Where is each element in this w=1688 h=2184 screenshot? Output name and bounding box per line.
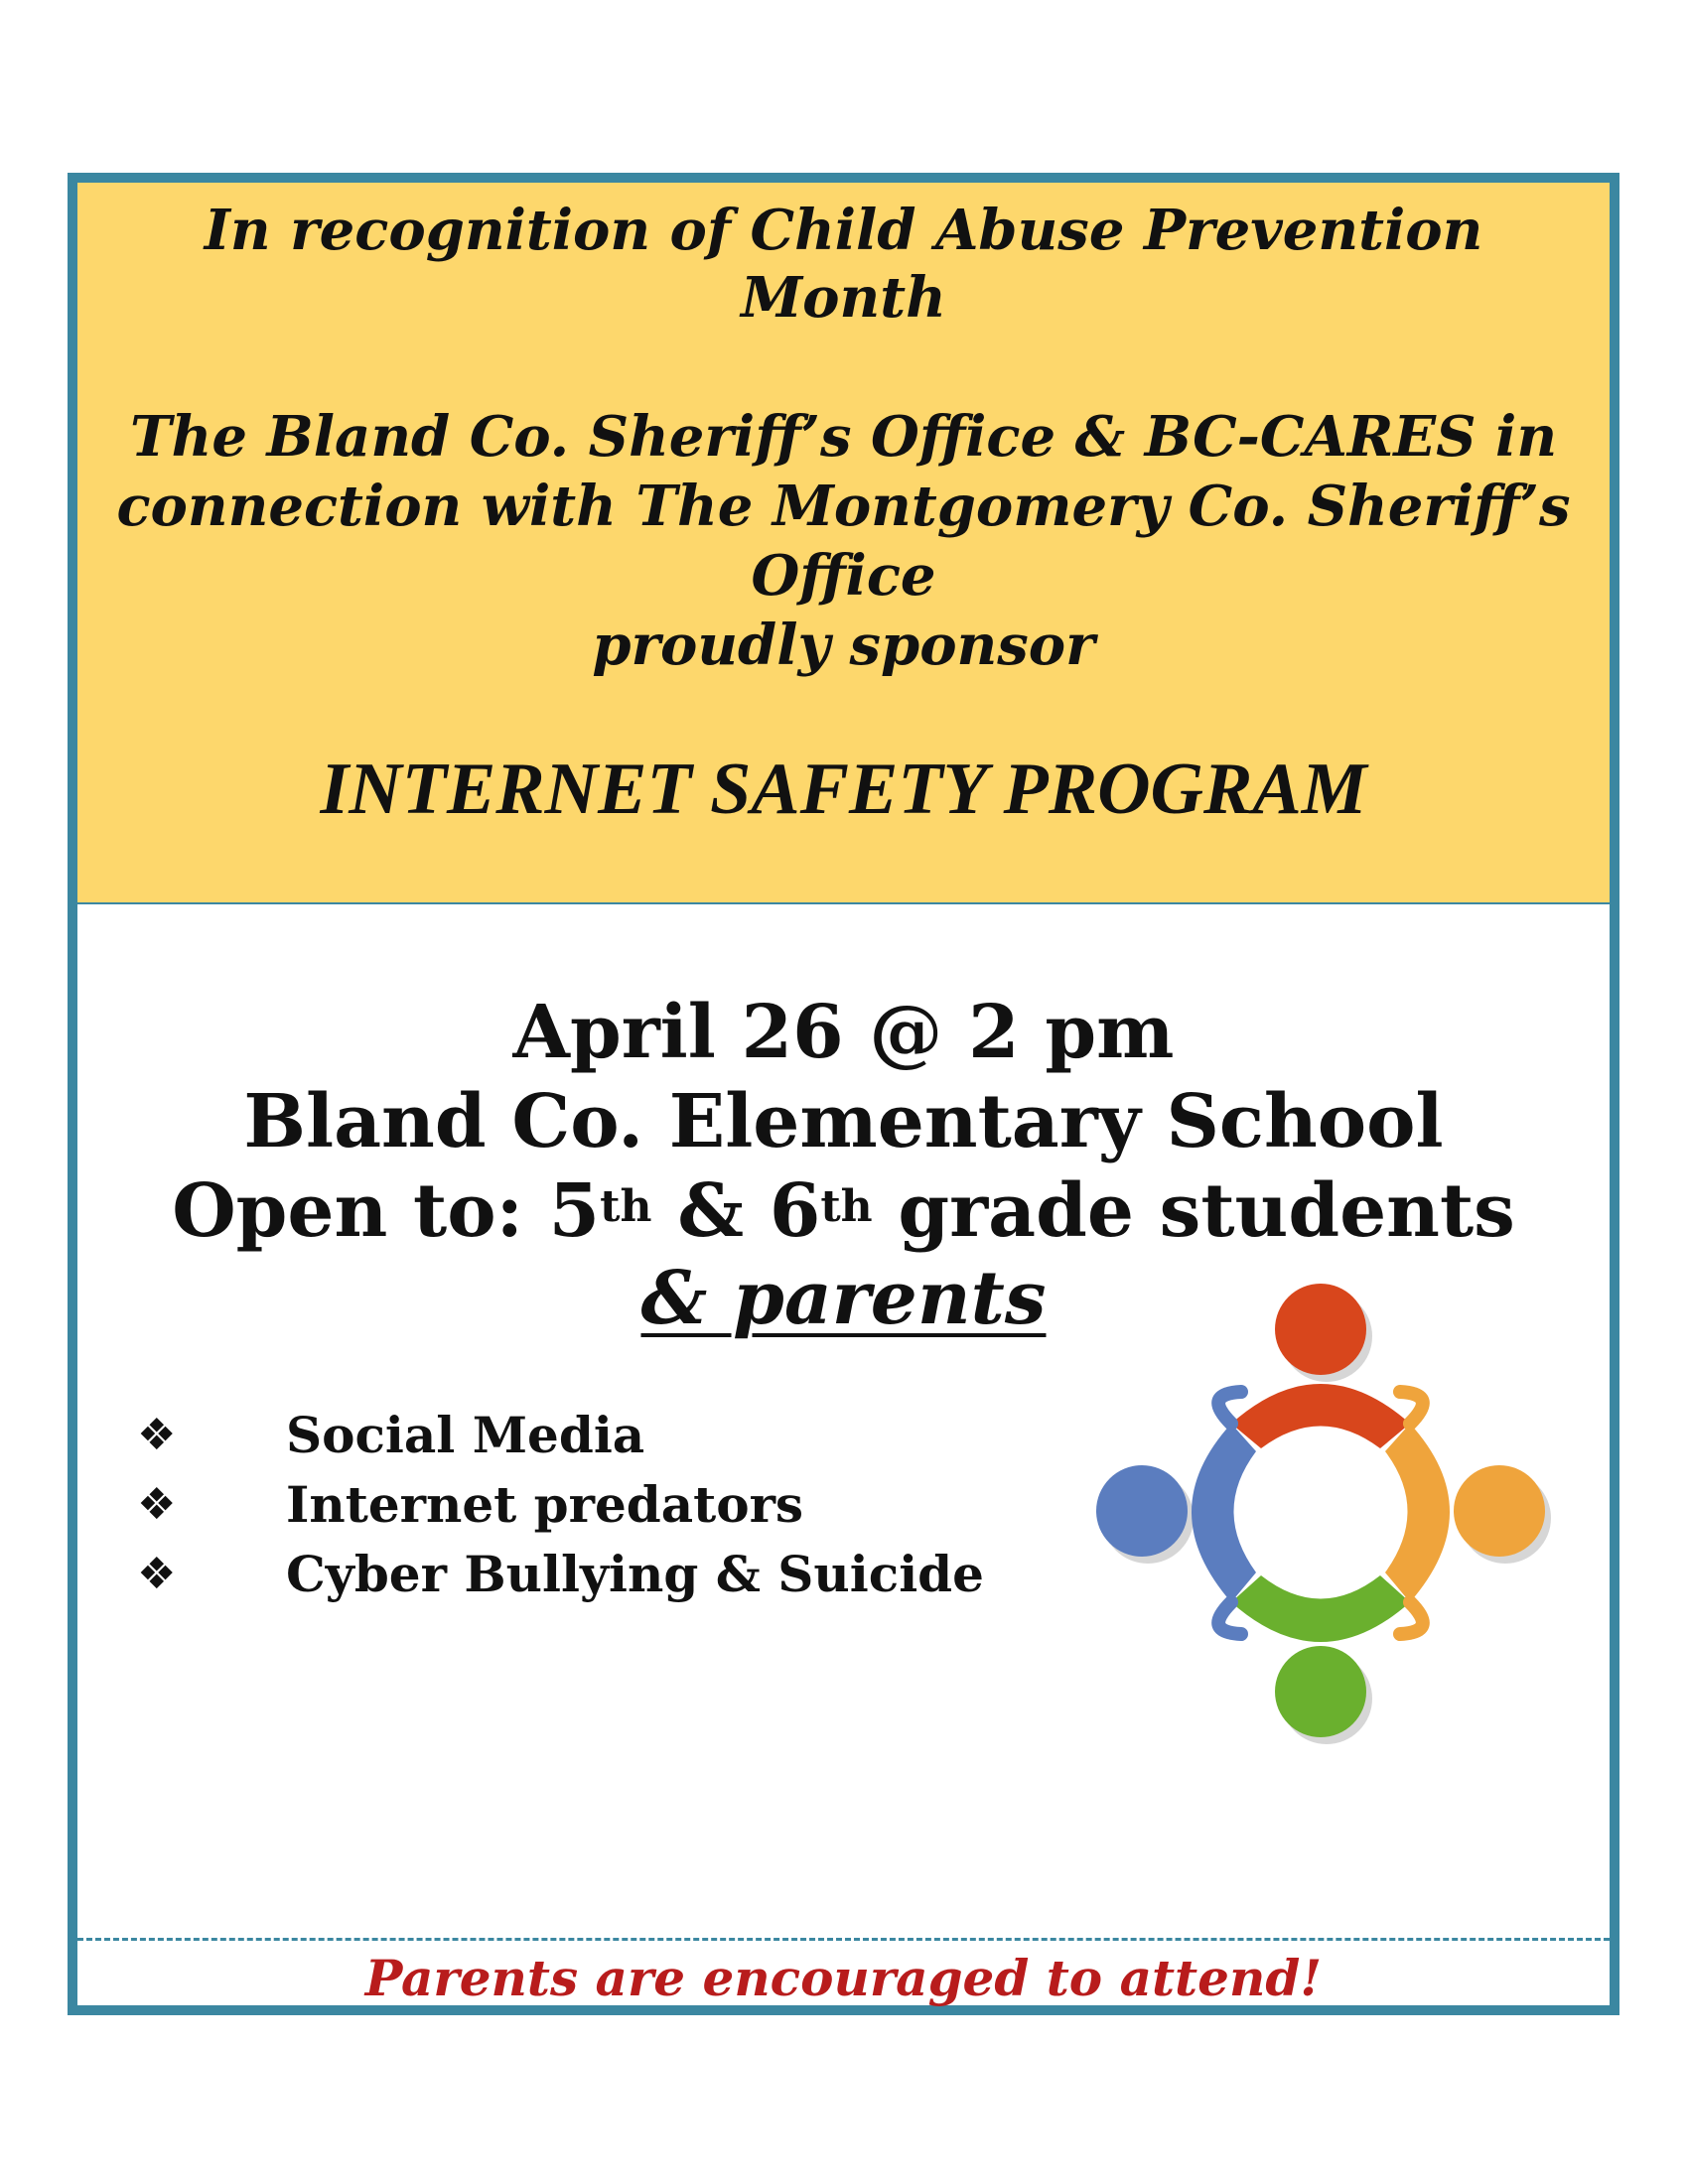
topic-label: Internet predators (286, 1475, 804, 1534)
ordinal-suffix-1: th (600, 1181, 652, 1232)
parents-text: & parents (640, 1256, 1047, 1341)
sponsor-line-2: connection with The Montgomery Co. Sheriff’s (116, 474, 1571, 539)
diamond-bullet-icon: ❖ (137, 1549, 177, 1599)
program-title: INTERNET SAFETY PROGRAM (320, 749, 1367, 830)
diamond-bullet-icon: ❖ (137, 1479, 177, 1530)
recognition-line-1: In recognition of Child Abuse Prevention (204, 198, 1483, 263)
sponsor-line-4: proudly sponsor (592, 613, 1095, 678)
figure-head-green (1275, 1646, 1366, 1737)
figure-head-orange (1454, 1465, 1545, 1557)
flyer-frame (68, 173, 1619, 2015)
footer-divider (77, 1938, 1610, 1941)
event-location: Bland Co. Elementary School (243, 1079, 1444, 1164)
figure-head-blue (1096, 1465, 1188, 1557)
recognition-line-2: Month (741, 265, 946, 331)
audience-suffix: grade students (872, 1168, 1515, 1254)
audience-prefix: Open to: 5 (172, 1168, 601, 1254)
sponsor-line-3: Office (751, 543, 936, 609)
topic-label: Social Media (286, 1406, 645, 1464)
header-band (77, 183, 1610, 904)
event-audience (77, 1167, 1610, 1255)
figure-head-red (1275, 1284, 1366, 1375)
ordinal-suffix-2: th (820, 1181, 873, 1232)
sponsor-line-1: The Bland Co. Sheriff’s Office & BC-CARES in (129, 404, 1558, 470)
diamond-bullet-icon: ❖ (137, 1410, 177, 1460)
footer-note: Parents are encouraged to attend! (364, 1949, 1323, 2007)
audience-joiner: & 6 (651, 1168, 821, 1254)
event-date-time: April 26 @ 2 pm (512, 990, 1175, 1075)
topic-label: Cyber Bullying & Suicide (286, 1545, 984, 1603)
people-circle-icon (1082, 1275, 1559, 1751)
